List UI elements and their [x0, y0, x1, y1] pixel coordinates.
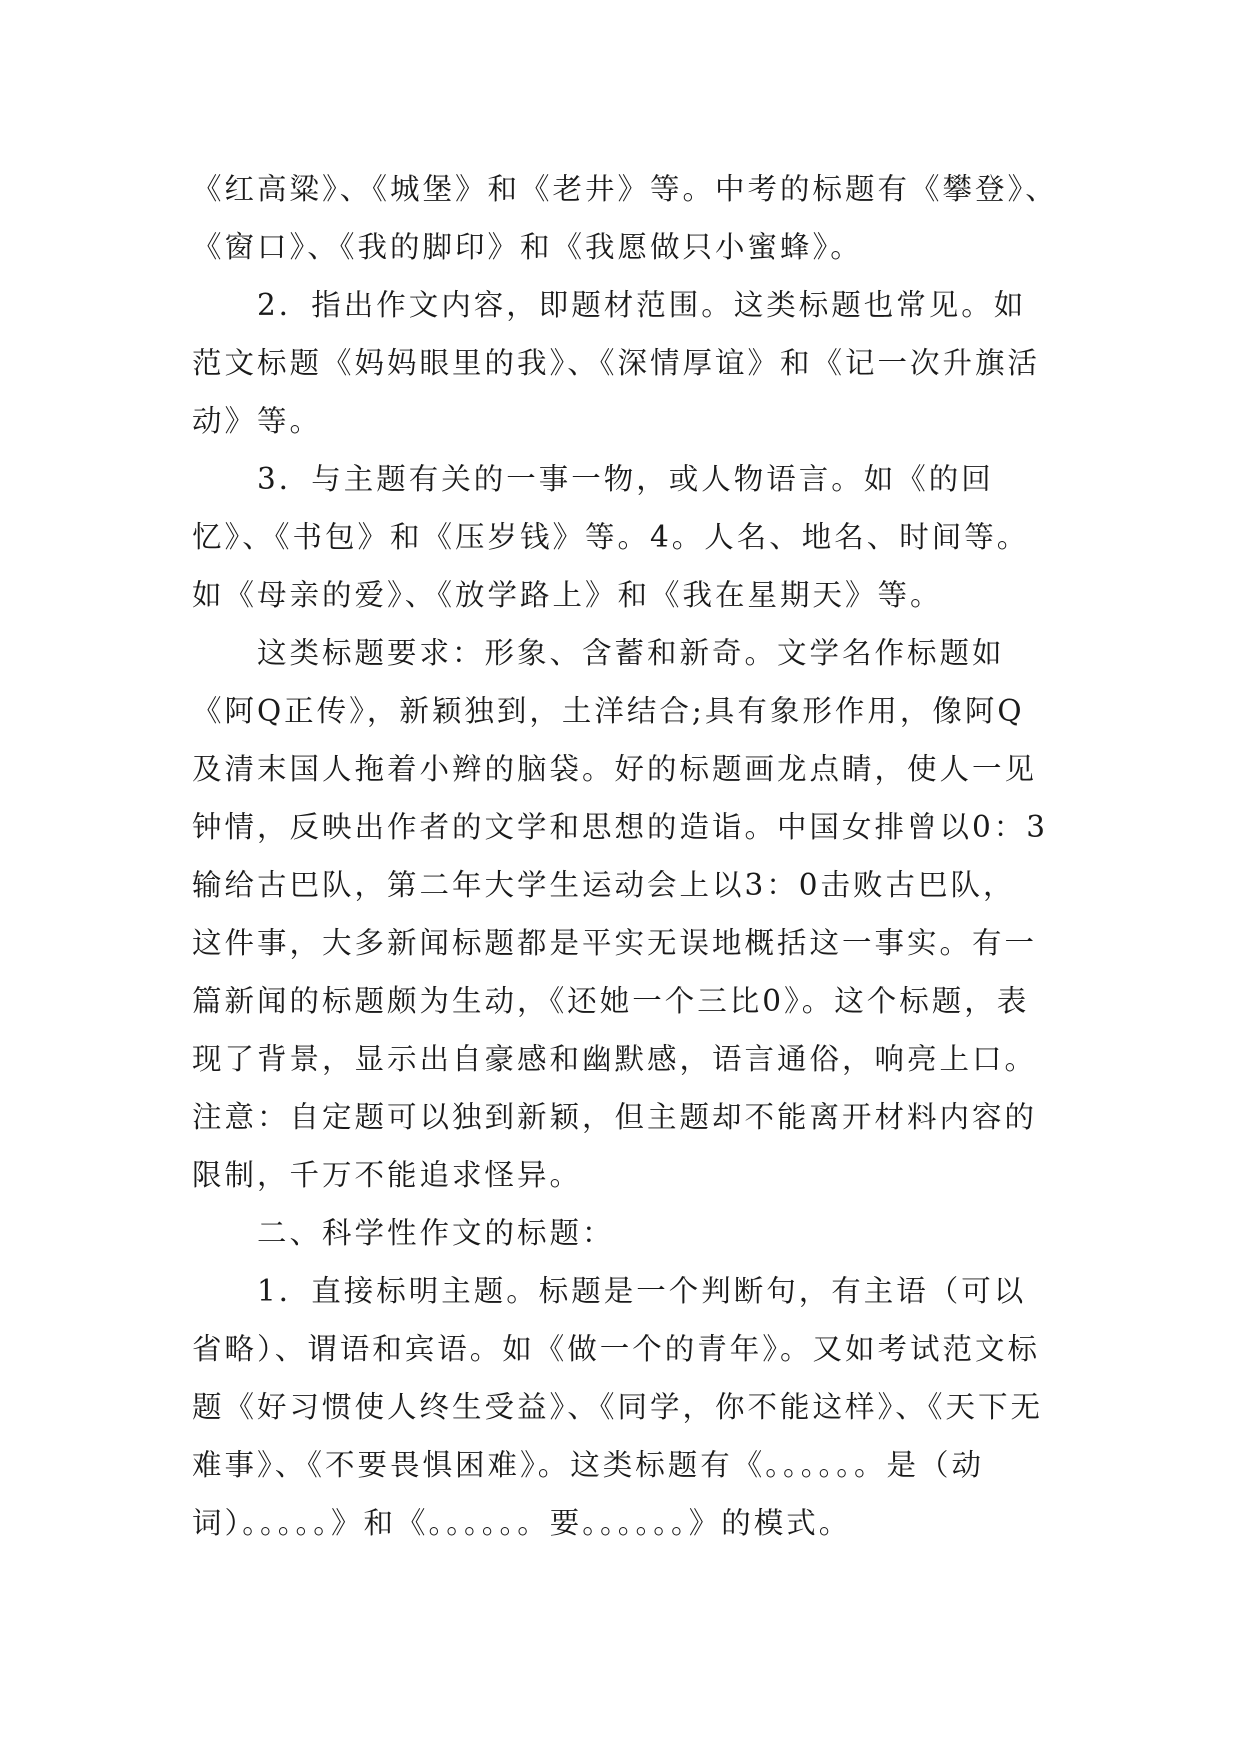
text-line: 忆》、《书包》和《压岁钱》等。4。人名、地名、时间等。 — [192, 520, 1030, 554]
text-line: 《窗口》、《我的脚印》和《我愿做只小蜜蜂》。 — [192, 230, 863, 264]
text-line: 篇新闻的标题颇为生动，《还她一个三比0》。这个标题，表 — [192, 984, 1030, 1018]
text-line: 《红高粱》、《城堡》和《老井》等。中考的标题有《攀登》、 — [192, 172, 1058, 206]
text-line: 注意：自定题可以独到新颖，但主题却不能离开材料内容的 — [192, 1100, 1038, 1134]
text-line: 范文标题《妈妈眼里的我》、《深情厚谊》和《记一次升旗活 — [192, 346, 1041, 380]
text-line: 《阿Q正传》，新颖独到，土洋结合;具有象形作用，像阿Q — [192, 694, 1025, 728]
text-line: 省略）、谓语和宾语。如《做一个的青年》。又如考试范文标 — [192, 1332, 1041, 1366]
text-line: 限制，千万不能追求怪异。 — [192, 1158, 583, 1192]
text-line: 如《母亲的爱》、《放学路上》和《我在星期天》等。 — [192, 578, 943, 612]
text-line: 钟情，反映出作者的文学和思想的造诣。中国女排曾以0：3 — [192, 810, 1049, 844]
text-line: 二、科学性作文的标题： — [192, 1216, 615, 1250]
text-line: 这件事，大多新闻标题都是平实无误地概括这一事实。有一 — [192, 926, 1038, 960]
text-line: 这类标题要求：形象、含蓄和新奇。文学名作标题如 — [192, 636, 1005, 670]
text-line: 1．直接标明主题。标题是一个判断句，有主语（可以 — [192, 1274, 1027, 1308]
text-line: 输给古巴队，第二年大学生运动会上以3：0击败古巴队， — [192, 868, 1016, 902]
text-line: 及清末国人拖着小辫的脑袋。好的标题画龙点睛，使人一见 — [192, 752, 1038, 786]
text-line: 题《好习惯使人终生受益》、《同学，你不能这样》、《天下无 — [192, 1390, 1044, 1424]
text-line: 词）。。。。。》和《。。。。。。要。。。。。。》的模式。 — [192, 1506, 852, 1540]
text-line: 3．与主题有关的一事一物，或人物语言。如《的回 — [192, 462, 994, 496]
text-line: 现了背景，显示出自豪感和幽默感，语言通俗，响亮上口。 — [192, 1042, 1038, 1076]
text-line: 2．指出作文内容，即题材范围。这类标题也常见。如 — [192, 288, 1027, 322]
text-line: 难事》、《不要畏惧困难》。这类标题有《。。。。。。是（动 — [192, 1448, 985, 1482]
text-line: 动》等。 — [192, 404, 323, 438]
body-text — [192, 160, 1072, 1552]
